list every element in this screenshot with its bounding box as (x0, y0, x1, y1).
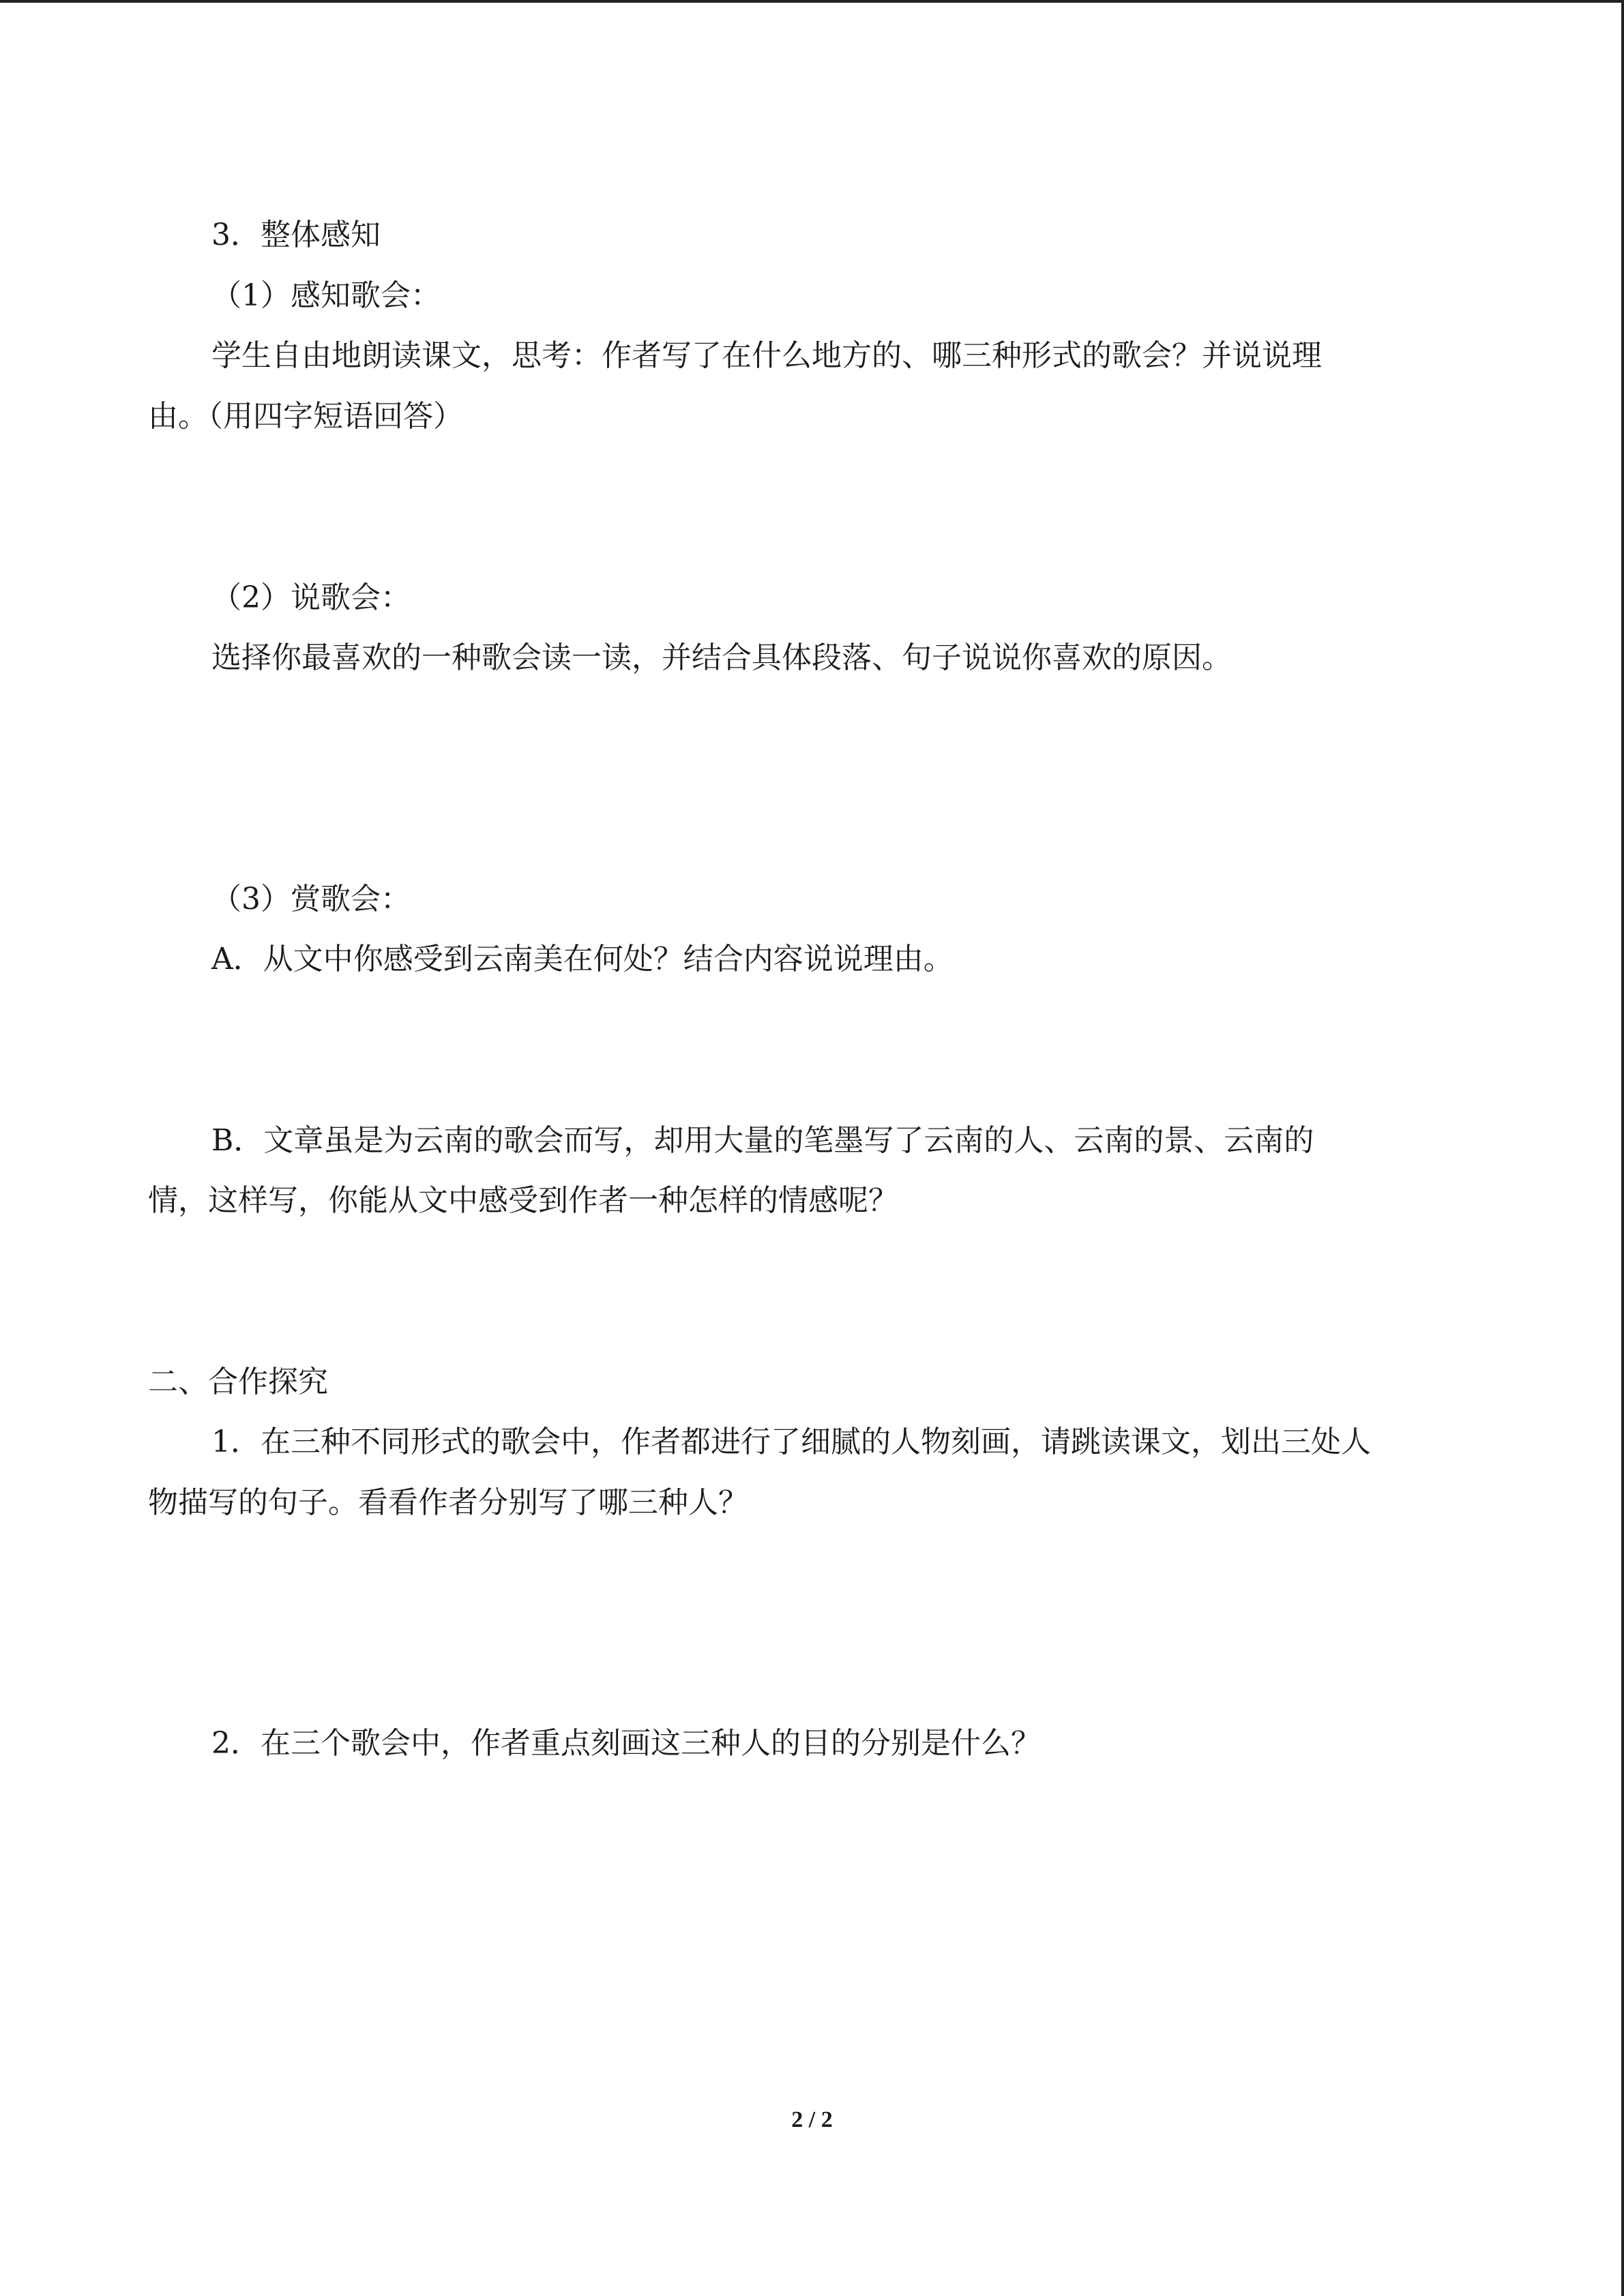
part-1-heading: （1）感知歌会： (211, 278, 441, 313)
part-3-question-b-line-2: 情，这样写，你能从文中感受到作者一种怎样的情感呢？ (148, 1183, 898, 1218)
part-3-question-a: A．从文中你感受到云南美在何处？结合内容说说理由。 (211, 942, 954, 976)
part-1-text-line-2: 由。（用四字短语回答） (148, 399, 463, 434)
question-1-line-2: 物描写的句子。看看作者分别写了哪三种人？ (148, 1485, 748, 1520)
page-number: 2 / 2 (791, 2107, 833, 2132)
part-3-heading: （3）赏歌会： (211, 882, 411, 916)
question-1-line-1: 1．在三种不同形式的歌会中，作者都进行了细腻的人物刻画，请跳读课文，划出三处人 (211, 1425, 1371, 1459)
section-3-heading: 3．整体感知 (211, 218, 381, 252)
part-two-heading: 二、合作探究 (148, 1365, 328, 1399)
part-1-text-line-1: 学生自由地朗读课文，思考：作者写了在什么地方的、哪三种形式的歌会？并说说理 (211, 338, 1322, 373)
part-3-question-b-line-1: B．文章虽是为云南的歌会而写，却用大量的笔墨写了云南的人、云南的景、云南的 (211, 1123, 1314, 1158)
part-2-heading: （2）说歌会： (211, 580, 411, 615)
question-2: 2．在三个歌会中，作者重点刻画这三种人的目的分别是什么？ (211, 1726, 1041, 1761)
part-2-text: 选择你最喜欢的一种歌会读一读，并结合具体段落、句子说说你喜欢的原因。 (211, 640, 1232, 675)
